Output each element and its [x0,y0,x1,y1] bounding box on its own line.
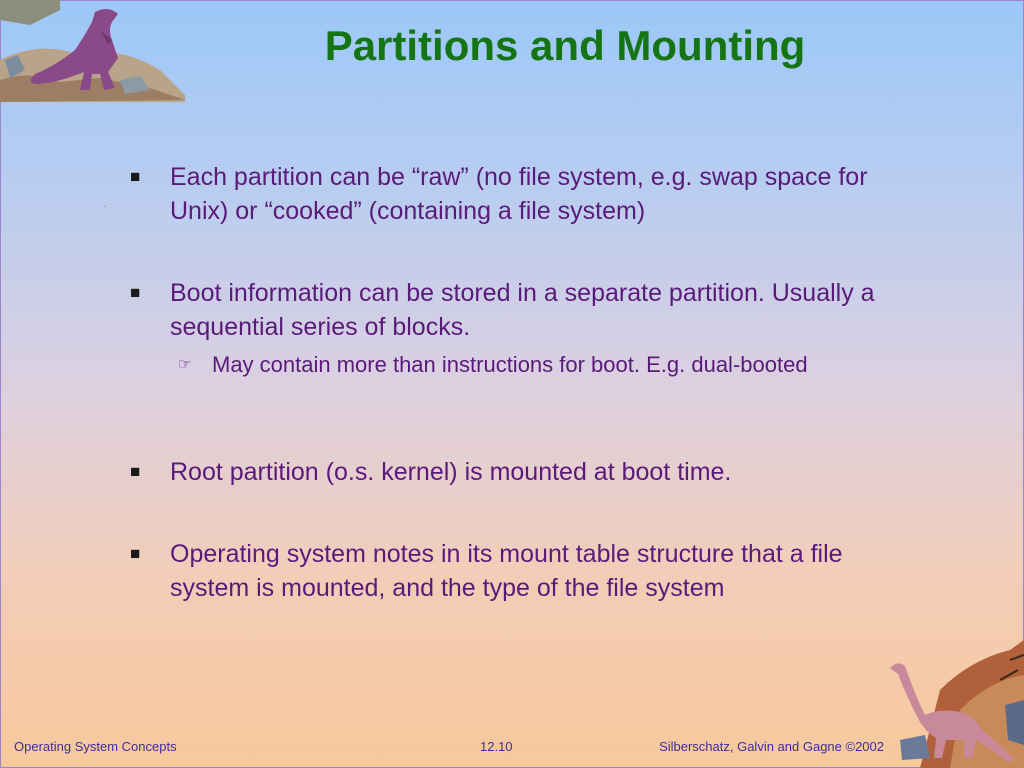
slide-title: Partitions and Mounting [324,22,806,69]
square-bullet-icon: ■ [130,167,141,186]
sub-bullet-text: May contain more than instructions for boot. E.g. dual-booted [212,352,808,377]
bullet-item [128,160,900,228]
square-bullet-icon: ■ [130,544,141,563]
bullet-text: Operating system notes in its mount table structure that a file system is mounted, and the type of the file system [170,540,843,602]
pointing-hand-icon: ☞ [178,356,192,373]
footer-course-title: Operating System Concepts [14,739,177,754]
footer-copyright: Silberschatz, Galvin and Gagne ©2002 [659,739,884,754]
bullet-item [128,455,900,489]
dinosaur-illustration-icon [0,0,190,110]
dinosaur-illustration-icon [880,640,1024,768]
sub-bullet-item [178,350,832,380]
bullet-item [128,537,900,605]
square-bullet-icon: ■ [130,283,141,302]
bullet-text: Root partition (o.s. kernel) is mounted at boot time. [170,458,732,486]
bullet-text: Each partition can be “raw” (no file system, e.g. swap space for Unix) or “cooked” (containing a file system) [170,163,868,225]
stray-mark: ` [104,205,107,214]
footer-slide-number: 12.10 [480,739,513,754]
square-bullet-icon: ■ [130,462,141,481]
bullet-text: Boot information can be stored in a separate partition. Usually a sequential series of blocks. [170,279,875,341]
bullet-item [128,276,900,344]
